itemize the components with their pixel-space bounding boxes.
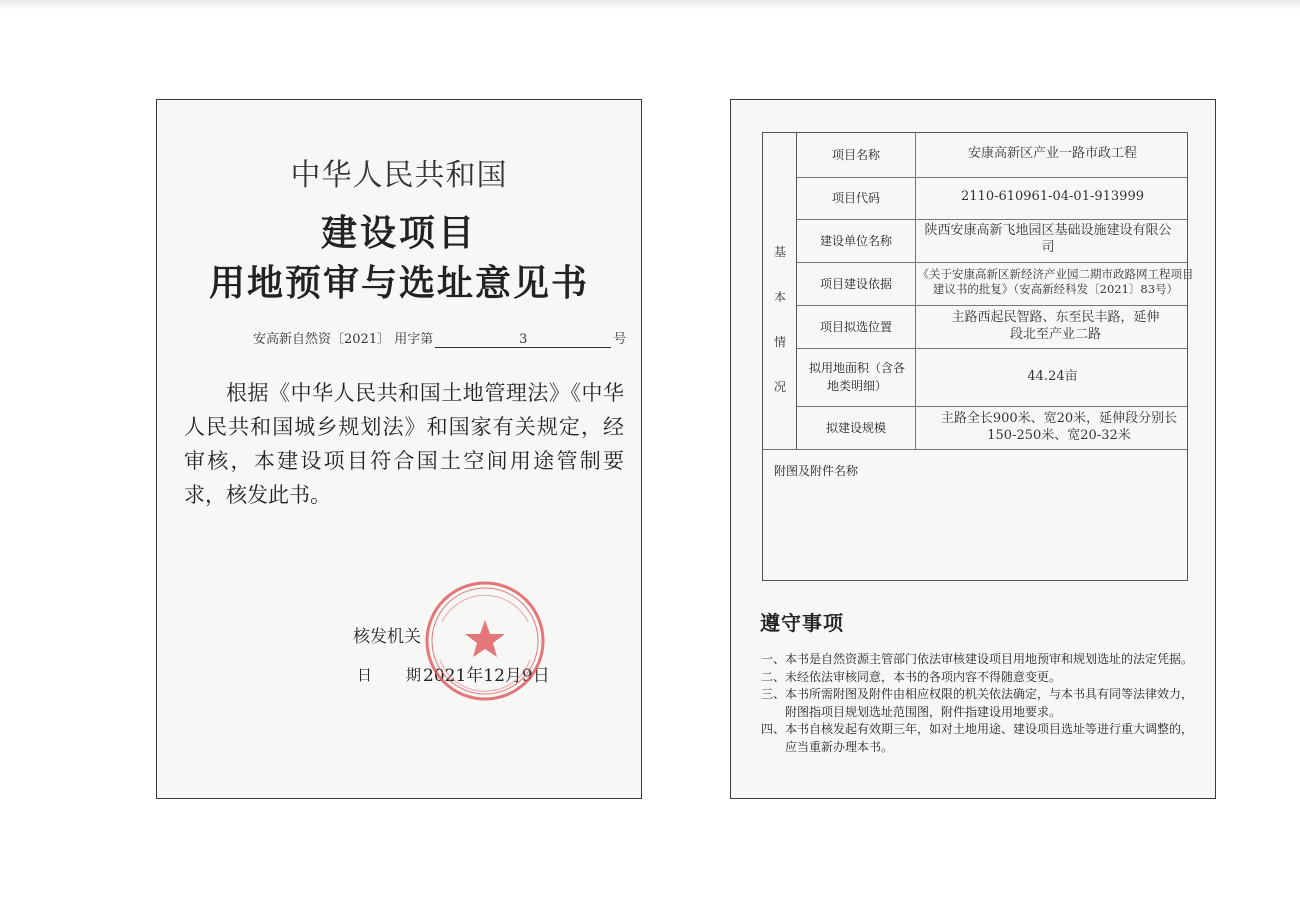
construction-scale-label: 拟建设规模 <box>825 421 886 435</box>
note-number: 四、 <box>761 722 786 736</box>
certificate-body-text: 根据《中华人民共和国土地管理法》《中华人民共和国城乡规划法》和国家有关规定，经审核，本建设项目符合国土空间用途管制要求，核发此书。 <box>184 381 624 507</box>
country-name: 中华人民共和国 <box>290 158 508 193</box>
project-code-value: 2110-610961-04-01-913999 <box>961 189 1144 204</box>
row-divider <box>763 449 1187 450</box>
basic-info-table <box>762 132 1194 581</box>
project-code-label: 项目代码 <box>831 191 880 205</box>
project-basis-label: 项目建设依据 <box>819 277 892 291</box>
date-label <box>357 664 421 685</box>
certificate-details-page <box>730 99 1216 799</box>
row-divider <box>797 406 1187 407</box>
date-label-period: 期 <box>406 666 422 684</box>
project-basis-value: 《关于安康高新区新经济产业园二期市政路网工程项目建议书的批复》（安高新经科发〔2021〕83号） <box>917 267 1194 296</box>
basic-info-char: 情 <box>773 335 786 349</box>
certificate-cover-page <box>156 99 642 799</box>
attachments-label: 附图及附件名称 <box>774 464 859 478</box>
basic-info-char: 本 <box>773 290 786 304</box>
row-divider <box>797 177 1187 178</box>
document-number <box>253 328 626 348</box>
row-divider <box>797 348 1187 349</box>
note-number: 三、 <box>761 687 786 701</box>
notes-title: 遵守事项 <box>760 611 844 635</box>
construction-unit-label: 建设单位名称 <box>819 234 892 248</box>
note-item <box>761 686 1201 721</box>
note-text: 本书所需附图及附件由相应权限的机关依法确定，与本书具有同等法律效力，附图指项目规划选址范围图，附件指建设用地要求。 <box>785 687 1194 719</box>
scan-edge <box>0 0 1300 10</box>
note-item <box>761 721 1201 756</box>
document-number-suffix: 号 <box>613 332 627 347</box>
land-area-label: 拟用地面积（含各地类明细） <box>808 361 905 393</box>
row-divider <box>797 219 1187 220</box>
note-item <box>761 651 1201 669</box>
title-line-1: 建设项目 <box>320 212 477 254</box>
basic-info-column <box>763 133 797 449</box>
document-number-prefix: 安高新自然资〔2021〕 用字第 <box>253 332 434 347</box>
title-line-2: 用地预审与选址意见书 <box>208 262 589 304</box>
issue-date: 2021年12月9日 <box>423 666 550 686</box>
proposed-location-label: 项目拟选位置 <box>819 320 892 334</box>
project-name-label: 项目名称 <box>831 148 880 162</box>
land-area-value: 44.24亩 <box>1027 369 1078 384</box>
row-divider <box>797 262 1187 263</box>
note-text: 未经依法审核同意，本书的各项内容不得随意变更。 <box>785 669 1062 684</box>
construction-unit-value: 陕西安康高新飞地园区基础设施建设有限公司 <box>924 223 1172 255</box>
basic-info-char: 况 <box>773 380 786 394</box>
construction-scale-value: 主路全长900米、宽20米，延伸段分别长150-250米、宽20-32米 <box>940 411 1178 443</box>
seal-star-icon <box>465 620 505 657</box>
note-number: 一、 <box>761 652 786 666</box>
project-name-value: 安康高新区产业一路市政工程 <box>967 146 1137 161</box>
document-number-value: 3 <box>435 332 611 348</box>
notes-list <box>761 651 1201 756</box>
issuer-label: 核发机关 <box>353 627 421 647</box>
note-text: 本书自核发起有效期三年，如对土地用途、建设项目选址等进行重大调整的，应当重新办理本书。 <box>785 722 1194 754</box>
row-divider <box>797 305 1187 306</box>
date-label-day: 日 <box>357 666 373 684</box>
official-seal-stamp <box>422 578 548 704</box>
note-text: 本书是自然资源主管部门依法审核建设项目用地预审和规划选址的法定凭据。 <box>785 652 1194 666</box>
proposed-location-value: 主路西起民智路、东至民丰路，延伸段北至产业二路 <box>951 310 1160 342</box>
note-number: 二、 <box>761 669 786 684</box>
basic-info-char: 基 <box>773 245 786 259</box>
note-item <box>761 669 1201 687</box>
